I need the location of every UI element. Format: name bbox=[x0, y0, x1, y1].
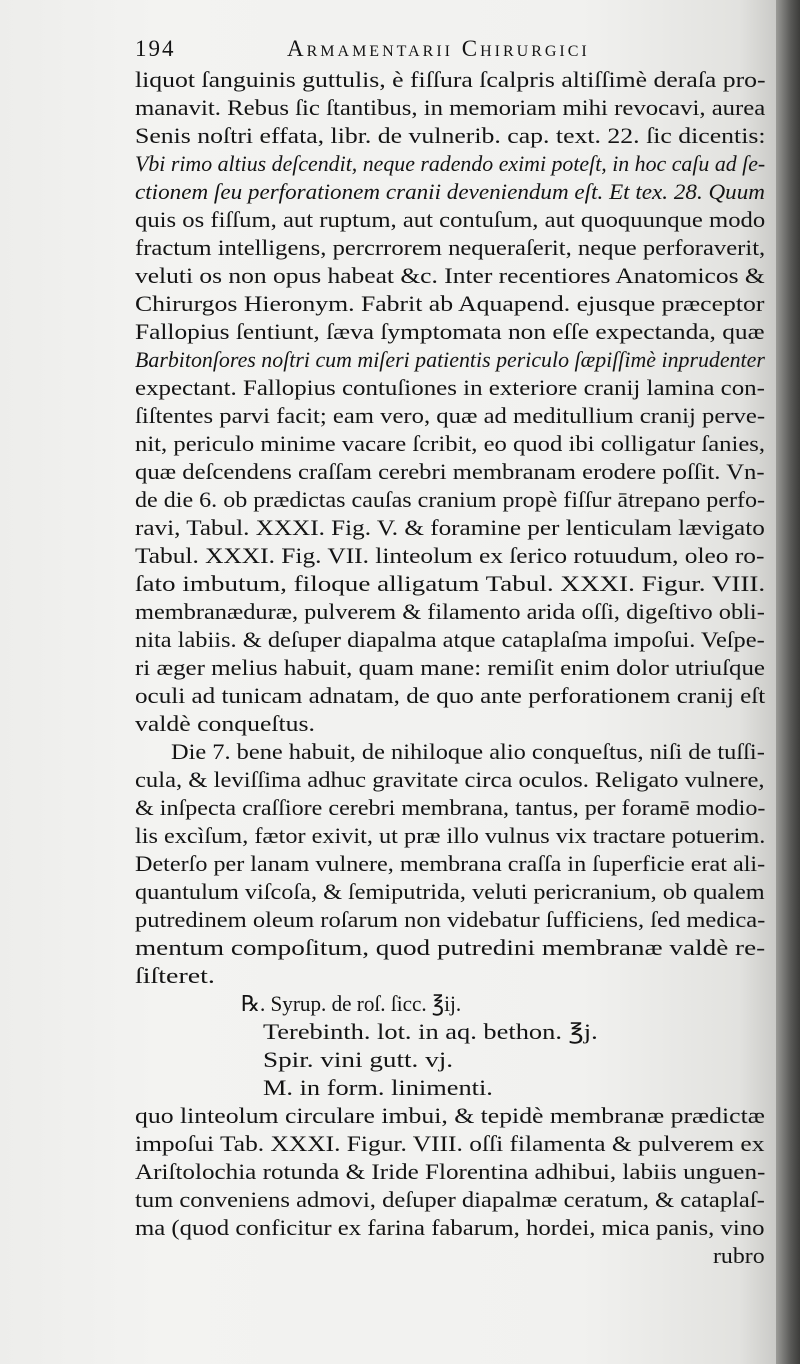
text-line: cula, & leviſſima adhuc gravitate circa oculos. Religato vulnere, bbox=[135, 767, 765, 792]
text-line: Chirurgos Hieronym. Fabrit ab Aquapend. ejusque præceptor bbox=[135, 291, 765, 316]
text-line: lis excìſum, fætor exivit, ut præ illo vulnus vix tractare potuerim. bbox=[135, 823, 766, 848]
text-line: Senis noſtri effata, libr. de vulnerib. cap. text. 22. ſic dicentis: bbox=[135, 123, 766, 148]
text-line: fractum intelligens, percrrorem nequeraſerit, neque perforaverit, bbox=[135, 235, 766, 260]
text-line: Spir. vini gutt. vj. bbox=[263, 1047, 454, 1072]
text-line: nita labiis. & deſuper diapalma atque cataplaſma impoſui. Veſpe- bbox=[135, 627, 765, 652]
text-line: ſiſtentes parvi facit; eam vero, quæ ad meditullium cranij perve- bbox=[135, 403, 766, 428]
text-line: Die 7. bene habuit, de nihiloque alio conqueſtus, niſi de tuſſi- bbox=[171, 739, 765, 764]
text-line: ma (quod conficitur ex farina fabarum, hordei, mica panis, vino bbox=[135, 1215, 765, 1240]
text-line: Barbitonſores noſtri cum miſeri patientis periculo ſæpiſſimè inprudenter bbox=[135, 347, 765, 372]
text-line: Fallopius ſentiunt, ſæva ſymptomata non eſſe expectanda, quæ bbox=[135, 319, 765, 344]
text-line: & inſpecta craſſiore cerebri membrana, tantus, per foramē modio- bbox=[135, 795, 766, 820]
text-line: Deterſo per lanam vulnere, membrana craſſa in ſuperficie erat ali- bbox=[135, 851, 766, 876]
text-line: Ariſtolochia rotunda & Iride Florentina adhibui, labiis unguen- bbox=[135, 1159, 766, 1184]
text-line: de die 6. ob prædictas cauſas cranium propè fiſſur ātrepano perfo- bbox=[135, 487, 766, 512]
text-line: expectant. Fallopius contuſiones in exteriore cranij lamina con- bbox=[135, 375, 765, 400]
text-line: impoſui Tab. XXXI. Figur. VIII. oſſi filamenta & pulverem ex bbox=[135, 1131, 765, 1156]
text-line: Vbi rimo altius deſcendit, neque radendo eximi poteſt, in hoc caſu ad ſe- bbox=[135, 151, 766, 176]
running-title: Armamentarii Chirurgici bbox=[287, 36, 590, 61]
text-line: manavit. Rebus ſic ſtantibus, in memoriam mihi revocavi, aurea bbox=[135, 95, 766, 120]
text-line: ctionem ſeu perforationem cranii deveniendum eſt. Et tex. 28. Quum bbox=[135, 179, 765, 204]
page-number: 194 bbox=[135, 36, 176, 61]
text-line: M. in form. linimenti. bbox=[263, 1075, 493, 1100]
text-line: ſato imbutum, filoque alligatum Tabul. XXXI. Figur. VIII. bbox=[135, 571, 766, 596]
text-line: veluti os non opus habeat &c. Inter recentiores Anatomicos & bbox=[135, 263, 765, 288]
text-line: quo linteolum circulare imbui, & tepidè membranæ prædictæ bbox=[135, 1103, 765, 1128]
text-line: quæ deſcendens craſſam cerebri membranam erodere poſſit. Vn- bbox=[135, 459, 765, 484]
text-line: putredinem oleum roſarum non videbatur ſufficiens, ſed medica- bbox=[135, 907, 766, 932]
book-gutter bbox=[776, 0, 800, 1364]
text-line: Terebinth. lot. in aq. bethon. ℥j. bbox=[263, 1019, 598, 1044]
text-line: rubro bbox=[713, 1243, 765, 1268]
text-line: tum conveniens admovi, deſuper diapalmæ ceratum, & cataplaſ- bbox=[135, 1187, 765, 1212]
text-line: quis os fiſſum, aut ruptum, aut contuſum, aut quoquunque modo bbox=[135, 207, 766, 232]
text-line: ri æger melius habuit, quam mane: remiſit enim dolor utriuſque bbox=[135, 655, 765, 680]
page-header bbox=[135, 36, 765, 64]
text-line: ℞. Syrup. de roſ. ſicc. ℥ij. bbox=[241, 991, 462, 1016]
text-line: Tabul. XXXI. Fig. VII. linteolum ex ſerico rotuudum, oleo ro- bbox=[135, 543, 765, 568]
text-line: liquot ſanguinis guttulis, è fiſſura ſcalpris altiſſimè deraſa pro- bbox=[135, 67, 766, 92]
text-line: quantulum viſcoſa, & ſemiputrida, veluti pericranium, ob qualem bbox=[135, 879, 765, 904]
text-line: membranæduræ, pulverem & filamento arida oſſi, digeſtivo obli- bbox=[135, 599, 765, 624]
text-line: ravi, Tabul. XXXI. Fig. V. & foramine per lenticulam lævigato bbox=[135, 515, 765, 540]
text-line: ſiſteret. bbox=[135, 963, 215, 988]
text-line: valdè conqueſtus. bbox=[135, 711, 315, 736]
text-line: nit, periculo minime vacare ſcribit, eo quod ibi colligatur ſanies, bbox=[135, 431, 766, 456]
text-line: mentum compoſitum, quod putredini membranæ valdè re- bbox=[135, 935, 766, 960]
text-line: oculi ad tunicam adnatam, de quo ante perforationem cranij eſt bbox=[135, 683, 766, 708]
